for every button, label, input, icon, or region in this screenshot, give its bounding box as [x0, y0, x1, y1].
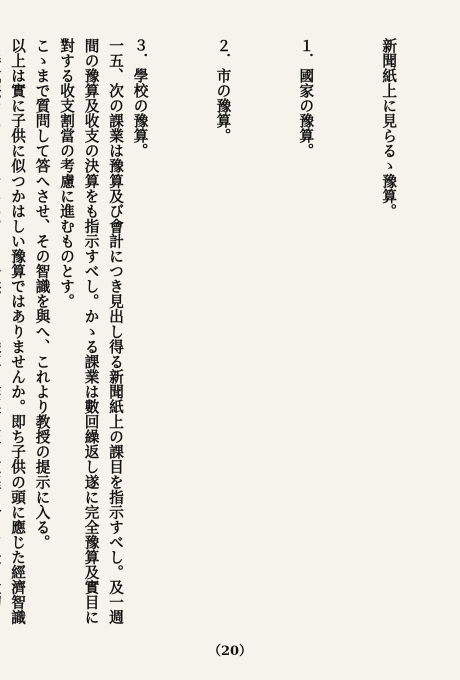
section-heading: 新聞紙上に見らるゝ豫算。 — [380, 38, 398, 219]
paragraph-question: こゝまで質問して答へさせ、その智識を與へ、これより教授の提示に入る。 — [33, 38, 51, 550]
paragraph-child-budget: 以上は實に子供に似つかはしい豫算ではありませんか。即ち子供の頭に應じた經濟智識 — [9, 38, 27, 625]
paragraph-item-15: 一五、次の課業は豫算及び會計につき見出し得る新聞紙上の課目を指示すべし。及一週間の豫算及收支の決算をも指示すべし。かゝる課業は數回繰返し遂に完全豫算及實目に對する收支割當の考慮に進むものとす。 — [58, 38, 125, 625]
list-item-school-budget: ３．學校の豫算。 — [131, 38, 149, 159]
list-item-city-budget: ２．市の豫算。 — [214, 38, 232, 144]
page-number: （20） — [207, 644, 253, 659]
vertical-text-body — [9, 38, 444, 630]
list-item-national-budget: １．國家の豫算。 — [297, 38, 315, 159]
